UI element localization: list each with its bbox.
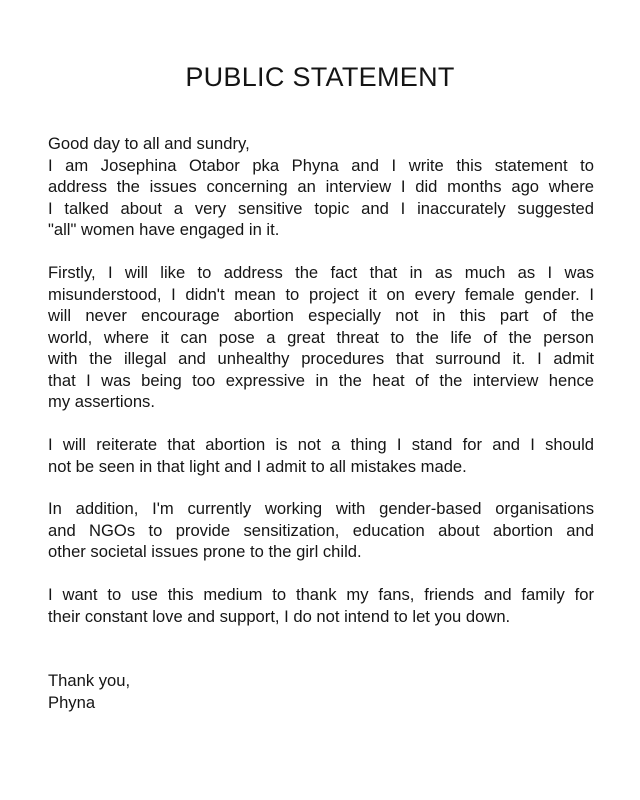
paragraph-firstly [48,262,594,413]
text-line: Firstly, I will like to address the fact that in as much as I was [48,263,594,282]
text-line: I want to use this medium to thank my fans, friends and family for [48,585,594,604]
text-line: "all" women have engaged in it. [48,220,280,239]
closing: Thank you, [48,671,131,690]
text-line: and NGOs to provide sensitization, education about abortion and [48,520,594,540]
text-line: world, where it can pose a great threat to the life of the person [48,327,594,347]
text-line: I am Josephina Otabor pka Phyna and I write this statement to [48,155,594,175]
text-line: I will reiterate that abortion is not a thing I stand for and I should [48,435,594,454]
text-line: In addition, I'm currently working with gender-based organisations [48,499,594,518]
text-line: will never encourage abortion especially not in this part of the [48,306,594,325]
paragraph-intro [48,133,594,241]
signature: Phyna [48,692,96,712]
paragraph-reiterate [48,434,594,477]
text-line: address the issues concerning an interview I did months ago where [48,177,594,196]
text-line: their constant love and support, I do not intend to let you down. [48,606,511,626]
paragraph-thanks [48,584,594,627]
text-line: my assertions. [48,392,155,411]
text-line: misunderstood, I didn't mean to project it on every female gender. I [48,284,594,304]
text-line: other societal issues prone to the girl child. [48,542,362,561]
text-line: that I was being too expressive in the heat of the interview hence [48,370,594,390]
paragraph-addition [48,498,594,563]
text-line: not be seen in that light and I admit to all mistakes made. [48,456,467,476]
document-title: PUBLIC STATEMENT [185,62,455,92]
text-line: with the illegal and unhealthy procedures that surround it. I admit [48,349,594,368]
closing-block [48,670,594,713]
text-line: I talked about a very sensitive topic and I inaccurately suggested [48,198,594,218]
greeting: Good day to all and sundry, [48,134,250,153]
